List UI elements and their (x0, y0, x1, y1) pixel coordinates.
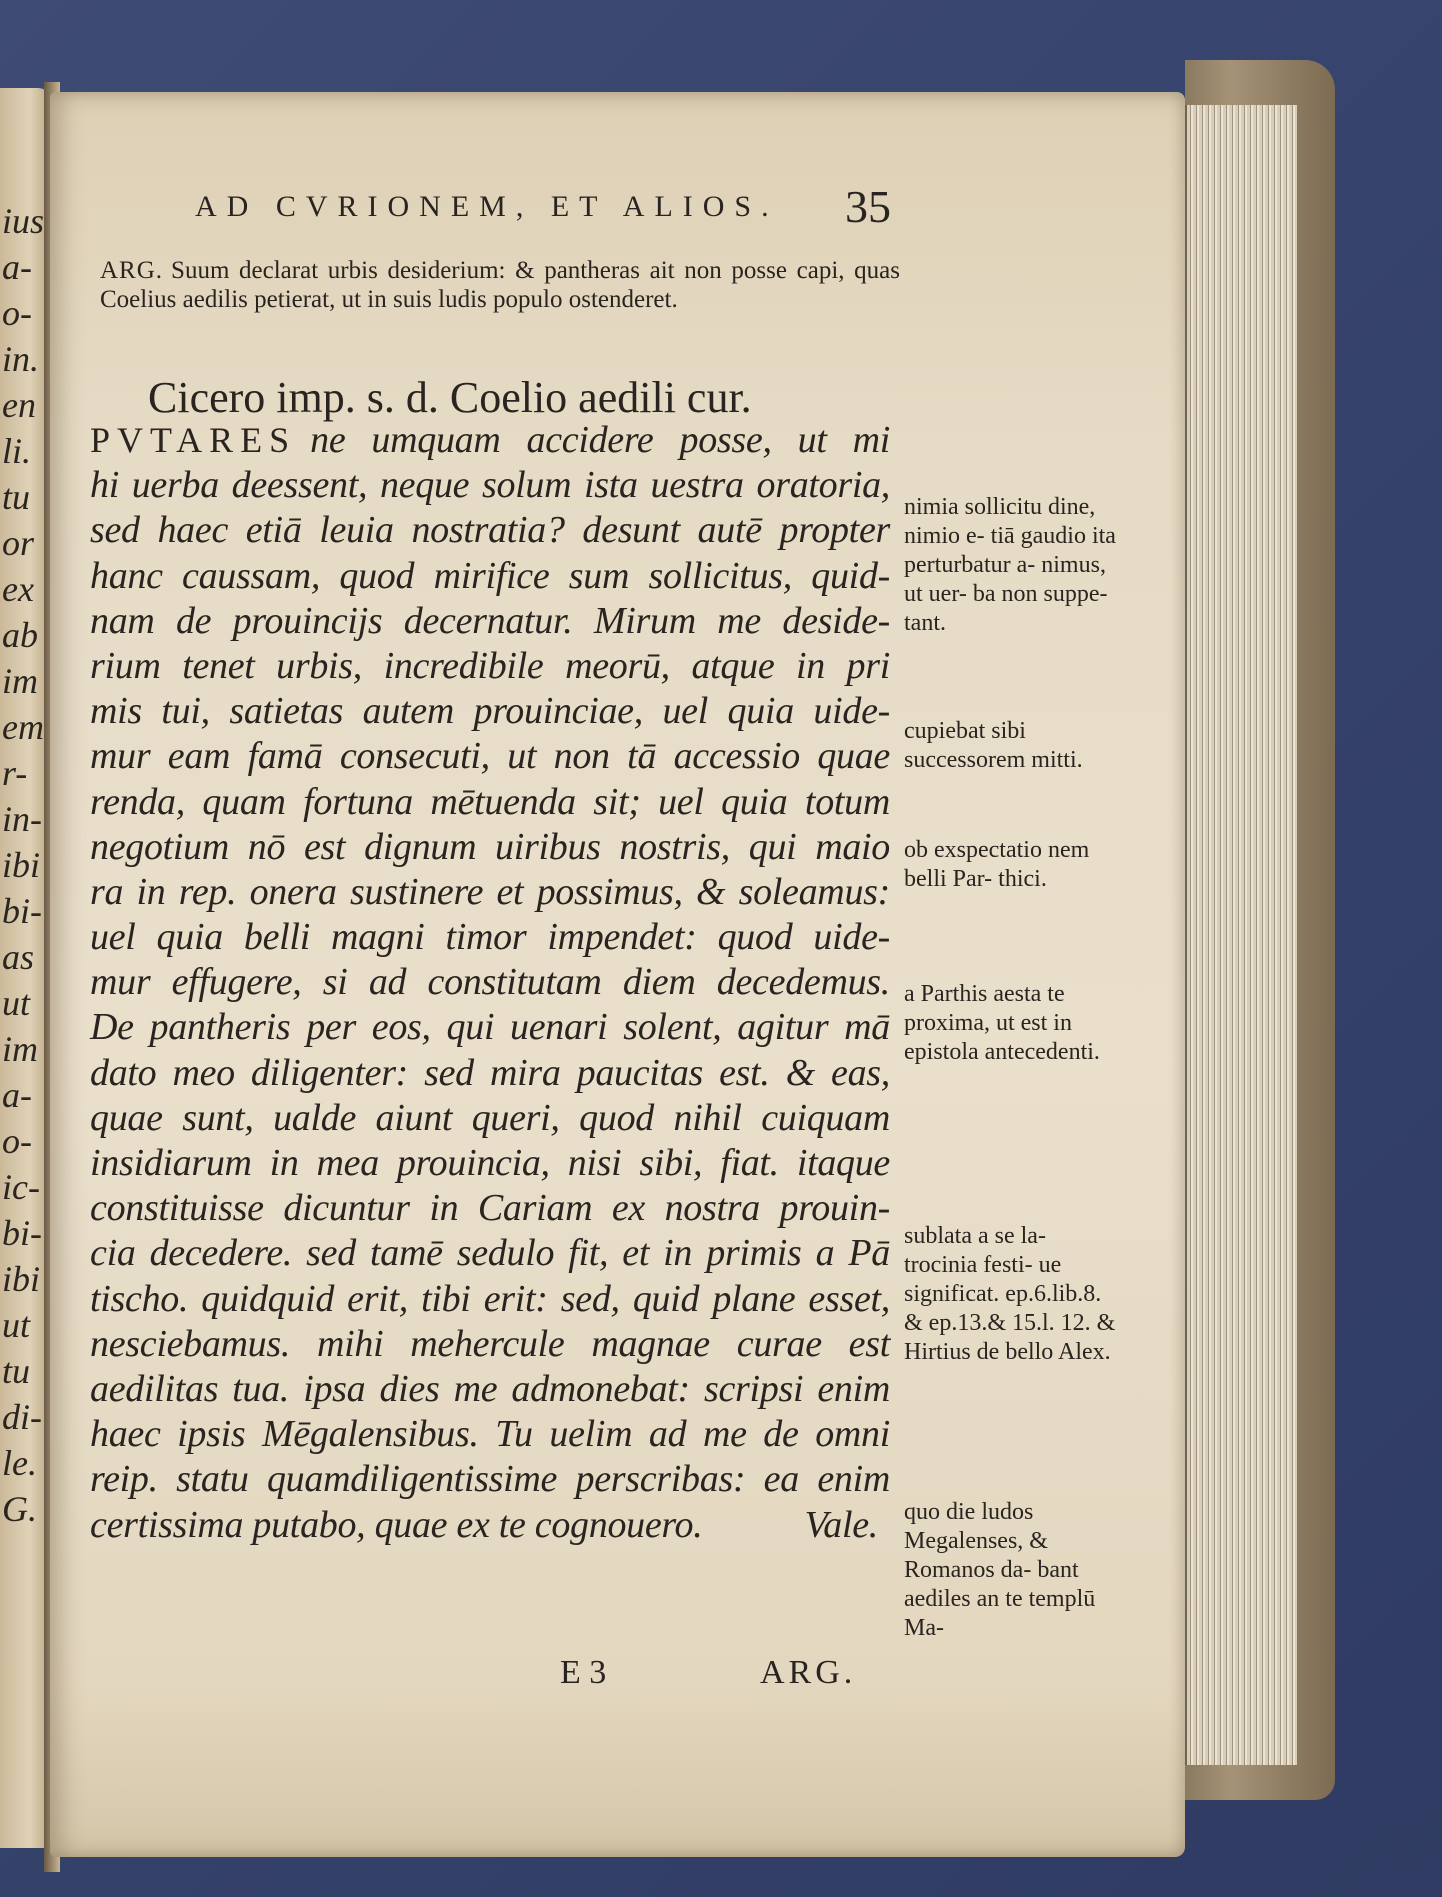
facing-page-fragment-line: G. (2, 1489, 37, 1529)
opening-capitals: PVTARES (90, 420, 297, 460)
text-line: reip. statu quamdiligentissime perscribas: ea enim (90, 1458, 890, 1501)
marginal-note: sublata a se la- trocinia festi- ue significat. ep.6.lib.8. & ep.13.& 15.l. 12. & Hirtius de bello Alex. (904, 1223, 1116, 1365)
argument-summary (100, 256, 900, 314)
marginal-note: quo die ludos Megalenses, & Romanos da- bant aediles an te templū Ma- (904, 1499, 1096, 1641)
text-line: hanc caussam, quod mirifice sum sollicitus, quid- (90, 554, 890, 597)
text-line: sed haec etiā leuia nostratia? desunt autē propter (90, 509, 890, 552)
facing-page-fragment-line: li. (2, 431, 32, 471)
facing-page-fragment-line: im (2, 1029, 38, 1069)
text-line: insidiarum in mea prouincia, nisi sibi, fiat. itaque (90, 1142, 890, 1184)
text-line: aedilitas tua. ipsa dies me admonebat: scripsi enim (90, 1367, 890, 1410)
line-text: certissima putabo, quae ex te cognouero. (90, 1503, 703, 1546)
text-line (90, 418, 890, 463)
facing-page-fragment-line: r- (2, 753, 28, 793)
facing-page-fragment-line: in- (2, 799, 42, 839)
facing-page-fragment-line: o- (2, 1121, 32, 1161)
page-edges (1185, 105, 1297, 1765)
text-line: De pantheris per eos, qui uenari solent, agitur mā (90, 1006, 890, 1049)
signature-mark: E 3 (560, 1654, 607, 1691)
argument-label: ARG. (100, 257, 164, 284)
text-line: mur eam famā consecuti, ut non tā accessio quae (90, 735, 890, 778)
facing-page-fragment-line: a- (2, 1075, 32, 1115)
text-line: renda, quam fortuna mētuenda sit; uel quia totum (90, 780, 890, 823)
facing-page-fragment-line: em (2, 707, 44, 747)
facing-page-fragment-line: bi- (2, 1213, 42, 1253)
marginal-note: nimia sollicitu dine, nimio e- tiā gaudio ita perturbatur a- nimus, ut uer- ba non suppe- tant. (904, 494, 1116, 636)
marginal-note: cupiebat sibi successorem mitti. (904, 718, 1083, 773)
facing-page-fragment-line: ibi (2, 845, 41, 885)
text-line: constituisse dicuntur in Cariam ex nostra prouin- (90, 1187, 890, 1230)
text-line: mur effugere, si ad constitutam diem decedemus. (90, 961, 890, 1004)
facing-page-fragment-line: di- (2, 1397, 42, 1437)
facing-page-fragment-line: ibi (2, 1259, 41, 1299)
argument-text: Suum declarat urbis desiderium: & pantheras ait non posse capi, quas Coelius aedilis petierat, ut in suis ludis populo ostenderet. (100, 257, 900, 313)
facing-page-fragment-line: im (2, 661, 38, 701)
facing-page-text (2, 198, 48, 1532)
facing-page-fragment-line: ius (2, 201, 45, 241)
facing-page-fragment-line: le. (2, 1443, 37, 1483)
text-line: rium tenet urbis, incredibile meorū, atque in pri (90, 644, 890, 687)
facing-page-fragment-line: tu (2, 1351, 31, 1391)
facing-page-fragment-line: a- (2, 247, 32, 287)
facing-page-fragment-line: ic- (2, 1167, 40, 1207)
line-text: ne umquam accidere posse, ut mi (310, 419, 890, 461)
marginal-note: ob exspectatio nem belli Par- thici. (904, 837, 1090, 892)
text-line: dato meo diligenter: sed mira paucitas est. & eas, (90, 1051, 890, 1094)
marginal-note: a Parthis aesta te proxima, ut est in epistola antecedenti. (904, 981, 1100, 1065)
facing-page-fragment-line: or (2, 523, 35, 563)
facing-page-fragment-line: ut (2, 1305, 31, 1345)
facing-page-fragment-line: o- (2, 293, 32, 333)
facing-page-fragment (0, 88, 50, 1848)
text-line: hi uerba deessent, neque solum ista uestra oratoria, (90, 464, 890, 507)
page-number: 35 (845, 181, 891, 232)
text-line: quae sunt, ualde aiunt queri, quod nihil cuiquam (90, 1096, 890, 1139)
facing-page-fragment-line: bi- (2, 891, 42, 931)
facing-page-fragment-line: en (2, 385, 36, 425)
text-line: negotium nō est dignum uiribus nostris, qui maio (90, 825, 890, 868)
text-line: cia decedere. sed tamē sedulo fit, et in primis a Pā (90, 1232, 890, 1275)
facing-page-fragment-line: tu (2, 477, 31, 517)
text-line: haec ipsis Mēgalensibus. Tu uelim ad me de omni (90, 1413, 890, 1456)
text-line: nam de prouincijs decernatur. Mirum me deside- (90, 599, 890, 642)
text-line: tischo. quidquid erit, tibi erit: sed, quid plane esset, (90, 1277, 890, 1320)
text-line (90, 1503, 890, 1548)
facing-page-fragment-line: ab (2, 615, 38, 655)
text-line: uel quia belli magni timor impendet: quod uide- (90, 916, 890, 959)
text-line: nesciebamus. mihi mehercule magnae curae est (90, 1322, 890, 1365)
catchword: ARG. (760, 1654, 857, 1691)
letter-body (90, 418, 890, 1548)
running-head: AD CVRIONEM, ET ALIOS. (195, 190, 779, 223)
closing-salutation: Vale. (804, 1503, 878, 1546)
facing-page-fragment-line: ut (2, 983, 31, 1023)
letter-heading: Cicero imp. s. d. Coelio aedili cur. (148, 373, 752, 422)
facing-page-fragment-line: as (2, 937, 35, 977)
facing-page-fragment-line: ex (2, 569, 34, 609)
text-line: ra in rep. onera sustinere et possimus, & soleamus: (90, 870, 890, 913)
text-line: mis tui, satietas autem prouinciae, uel quia uide- (90, 690, 890, 733)
facing-page-fragment-line: in. (2, 339, 40, 379)
